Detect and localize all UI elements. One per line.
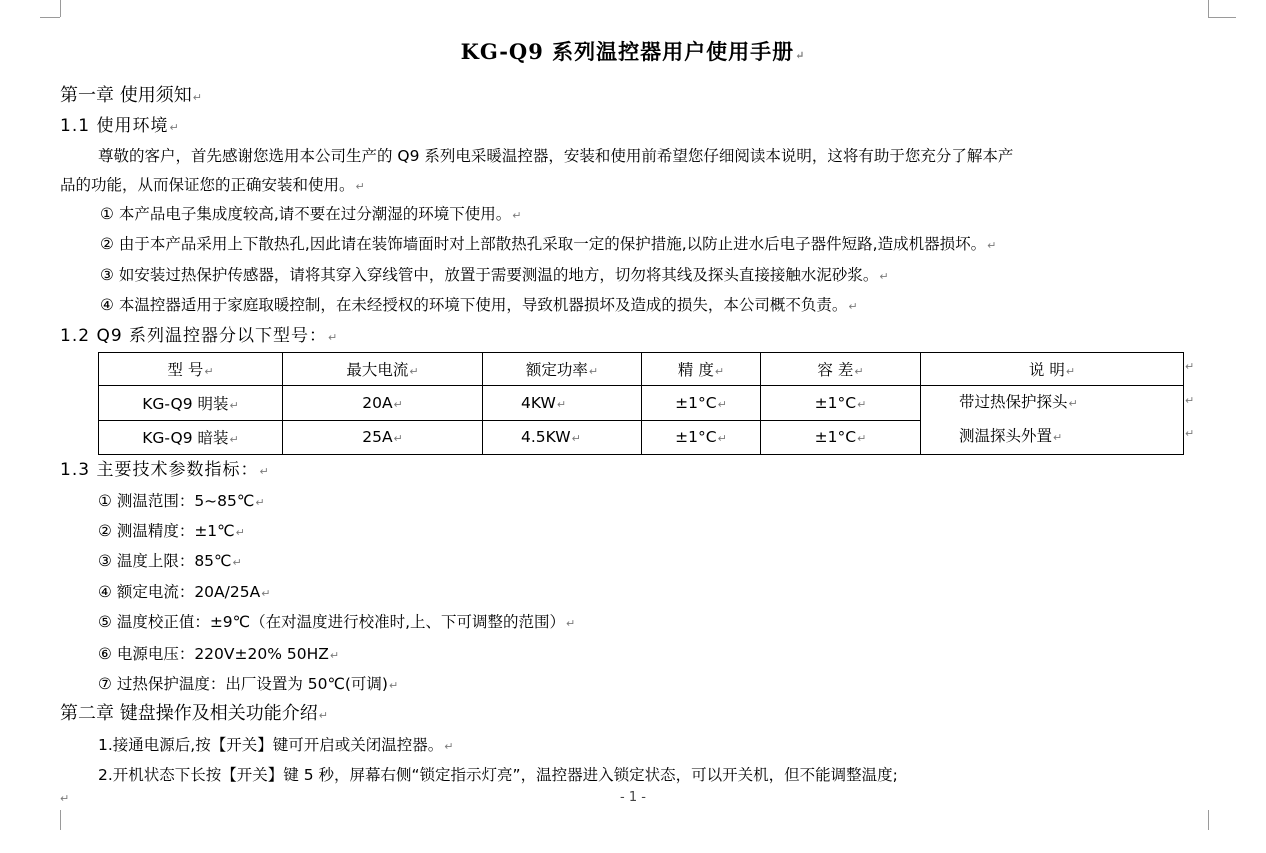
cell-model: KG-Q9 明装↵: [99, 386, 283, 421]
cell-model: KG-Q9 暗装↵: [99, 420, 283, 455]
header-max-current: 最大电流↵: [283, 353, 483, 386]
chapter-1-heading: 第一章 使用须知↵: [60, 85, 202, 106]
env-item-1: ① 本产品电子集成度较高,请不要在过分潮湿的环境下使用。↵: [100, 205, 522, 223]
cell-precision: ±1°C↵: [642, 420, 761, 455]
cell-max-current: 25A↵: [283, 420, 483, 455]
table-row: [99, 386, 1184, 421]
section-1-1-heading: 1.1 使用环境↵: [60, 116, 180, 136]
intro-paragraph-line-2: 品的功能，从而保证您的正确安装和使用。↵: [60, 176, 365, 194]
header-description: 说 明↵: [921, 353, 1184, 386]
cell-description: 带过热保护探头↵ 测温探头外置↵: [921, 386, 1184, 455]
row-end-mark: ↵: [1185, 394, 1195, 407]
cell-precision: ±1°C↵: [642, 386, 761, 421]
header-tolerance: 容 差↵: [761, 353, 921, 386]
operation-item-1: 1.接通电源后,按【开关】键可开启或关闭温控器。↵: [98, 736, 454, 754]
section-1-2-heading: 1.2 Q9 系列温控器分以下型号：↵: [60, 326, 339, 346]
document-title: KG-Q9 系列温控器用户使用手册↵: [460, 39, 806, 64]
section-1-3-heading: 1.3 主要技术参数指标：↵: [60, 460, 270, 480]
cell-tolerance: ±1°C↵: [761, 386, 921, 421]
crop-mark-top-left-h: [40, 17, 60, 18]
spec-item-7: ⑦ 过热保护温度：出厂设置为 50℃(可调)↵: [98, 675, 399, 693]
model-spec-table: [98, 352, 1184, 455]
header-precision: 精 度↵: [642, 353, 761, 386]
cell-rated-power: 4KW↵: [483, 386, 642, 421]
footer-paragraph-mark: ↵: [60, 792, 70, 805]
spec-item-4: ④ 额定电流：20A/25A↵: [98, 583, 271, 601]
crop-mark-bottom-left: [60, 810, 61, 830]
spec-item-5: ⑤ 温度校正值：±9℃（在对温度进行校准时,上、下可调整的范围）↵: [98, 613, 576, 631]
intro-paragraph-line-1: 尊敬的客户，首先感谢您选用本公司生产的 Q9 系列电采暖温控器，安装和使用前希望您仔细阅读本说明，这将有助于您充分了解本产: [98, 147, 1014, 165]
page-number: - 1 -: [620, 790, 646, 805]
cell-tolerance: ±1°C↵: [761, 420, 921, 455]
spec-item-1: ① 测温范围：5~85℃↵: [98, 492, 265, 510]
header-model: 型 号↵: [99, 353, 283, 386]
spec-item-2: ② 测温精度：±1℃↵: [98, 522, 245, 540]
env-item-4: ④ 本温控器适用于家庭取暖控制，在未经授权的环境下使用，导致机器损坏及造成的损失，本公司概不负责。↵: [100, 296, 858, 314]
env-item-2: ② 由于本产品采用上下散热孔,因此请在装饰墙面时对上部散热孔采取一定的保护措施,以防止进水后电子器件短路,造成机器损坏。↵: [100, 235, 997, 253]
env-item-3: ③ 如安装过热保护传感器，请将其穿入穿线管中，放置于需要测温的地方，切勿将其线及探头直接接触水泥砂浆。↵: [100, 266, 889, 284]
crop-mark-top-right: [1208, 0, 1209, 17]
cell-max-current: 20A↵: [283, 386, 483, 421]
row-end-mark: ↵: [1185, 360, 1195, 373]
operation-item-2: 2.开机状态下长按【开关】键 5 秒，屏幕右侧“锁定指示灯亮”，温控器进入锁定状态，可以开关机，但不能调整温度;: [98, 766, 898, 784]
crop-mark-top-right-h: [1208, 17, 1236, 18]
chapter-2-heading: 第二章 键盘操作及相关功能介绍↵: [60, 703, 328, 724]
header-rated-power: 额定功率↵: [483, 353, 642, 386]
cell-rated-power: 4.5KW↵: [483, 420, 642, 455]
row-end-mark: ↵: [1185, 427, 1195, 440]
spec-item-3: ③ 温度上限：85℃↵: [98, 552, 242, 570]
crop-mark-top-left: [60, 0, 61, 17]
table-header-row: [99, 353, 1184, 386]
crop-mark-bottom-right: [1208, 810, 1209, 830]
spec-item-6: ⑥ 电源电压：220V±20% 50HZ↵: [98, 645, 340, 663]
